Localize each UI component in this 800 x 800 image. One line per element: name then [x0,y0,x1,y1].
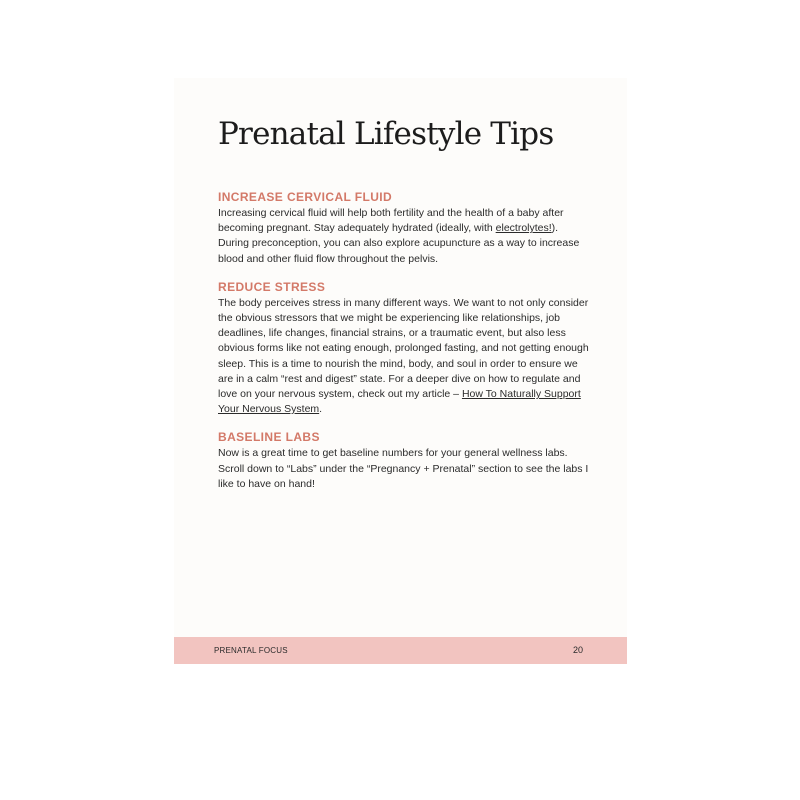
section-heading: REDUCE STRESS [218,279,326,294]
nervous-system-article-link[interactable]: How To Naturally Support Your Nervous System [218,388,581,416]
paragraph-text: Increasing cervical fluid will help both fertility and the health of a baby after becoming pregnant. Stay adequately hydrated (ideally, with [218,207,564,235]
document-page [174,78,627,664]
paragraph-text: . [319,403,323,416]
content-body [218,190,590,505]
section-heading: BASELINE LABS [218,430,320,445]
footer-band [174,637,627,664]
paragraph-text: The body perceives stress in many different ways. We want to not only consider the obvious stressors that we might be experiencing like relationships, job deadlines, life changes, financial strains, or a traumatic event, but also less obvious forms like not eating enough, prolonged fasting, and not getting enough sleep. This is a time to nourish the mind, body, and soul in order to ensure we are in a calm “rest and digest” state. For a deeper dive on how to regulate and love on your nervous system, check out my article – [218,296,589,401]
footer-label: PRENATAL FOCUS [214,646,288,655]
section-paragraph [218,206,590,267]
page-title: Prenatal Lifestyle Tips [218,116,554,152]
section-reduce-stress [218,280,590,418]
section-cervical-fluid [218,190,590,267]
section-paragraph: Now is a great time to get baseline numbers for your general wellness labs. Scroll down to “Labs” under the “Pregnancy + Prenatal” section to see the labs I like to have on hand! [218,447,589,490]
section-heading: INCREASE CERVICAL FLUID [218,190,393,204]
paragraph-text: ). During preconception, you can also explore acupuncture as a way to increase blood and other fluid flow throughout the pelvis. [218,222,580,265]
electrolytes-link[interactable]: electrolytes! [495,222,552,235]
section-paragraph [218,296,590,418]
page-number: 20 [572,645,583,655]
section-baseline-labs [218,430,590,492]
